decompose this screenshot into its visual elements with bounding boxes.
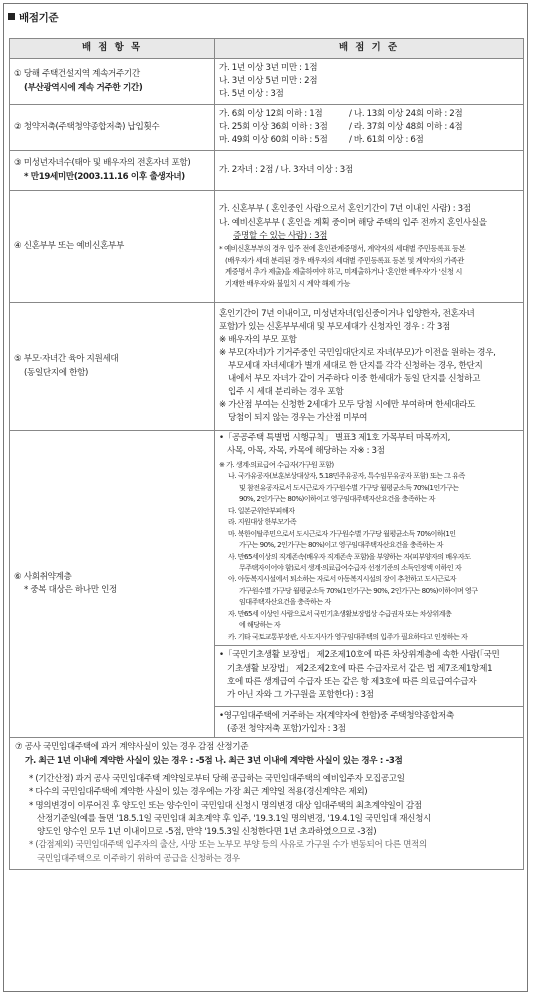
item-cell: ⑤ 부모·자녀간 육아 지원세대 (동일단지에 한함): [10, 303, 215, 431]
criteria-cell: •「공공주택 특별법 시행규칙」 별표3 제1호 가목부터 마목까지, 사목, 아목, 자목, 카목에 해당하는 자※ : 3점 ※ 가. 생계·의료급여 수급자(가구원 포함) 나. 국가유공자(보훈보상대상자, 5.18민주유공자, 특수임무유공자 포함) 또는 그 유족 및 참전유공자로서 도시근로자 가구원수별 가구당 월평균소득 70%(1인가구는 90%, 2인가구는 80%)이하이고 영구임대주택자산요건을 충족하는 자 다. 일본군위안부피해자 라. 지원대상 한부모가족 마. 북한이탈주민으로서 도시근로자 가구원수별 가구당 월평균소득 70%이하(1인 가구는 90%, 2인가구는 80%)이고 영구임대주택자산요건을 충족하는 자 사. 만65세이상의 직계존속(배우자 직계존속 포함)을 부양하는 자(피부양자의 배우자도 무주택자이어야 함)로서 생계·의료급여수급자 선정기준의 소득인정액 이하인 자 아. 아동복지시설에서 퇴소하는 자로서 아동복지시설의 장이 추천하고 도시근로자 가구원수별 가구당 월평균소득 70%(1인가구는 90%, 2인가구는 80%)이하이며 영구 임대주택자산요건을 충족하는 자 자. 만65세 이상인 사람으로서 국민기초생활보장법상 수급권자 또는 차상위계층 에 해당하는 자 카. 기타 국토교통부장관, 시·도지사가 영구임대주택의 입주가 필요하다고 인정하는 자 •「국민기초생활 보장법」 제2조제10호에 따른 차상위계층에 속한 사람(「국민 기초생활 보장법」 제2조제2호에 따른 수급자로서 같은 법 제7조제1항제1 호에 따른 생계급여 수급자 또는 같은 항 제3호에 따른 의료급여수급자 가 아닌 자와 그 가구원을 포함한다) : 3점 •영구임대주택에 거주하는 자(계약자에 한함)중 주택청약종합저축 (종전 청약저축 포함)가입자 : 3점: [215, 431, 524, 738]
criteria-cell: 가. 신혼부부 ( 혼인중인 사람으로서 혼인기간이 7년 이내인 사람) : 3점 나. 예비신혼부부 ( 혼인을 계획 중이며 해당 주택의 입주 전까지 혼인사실을 증명할 수 있는 사람) : 3점 * 예비신혼부부의 경우 입주 전에 혼인관계증명서, 계약자의 세대별 주민등록표 등본 (배우자가 세대 분리된 경우 배우자의 세대별 주민등록표 등본 및 계약자의 가족관 계증명서 추가 제출)을 제출하여야 하고, 미제출하거나 '혼인한 배우자'가 '신청 시 기재한 배우자'와 불일치 시 계약 해제 가능: [215, 191, 524, 303]
section-title: [8, 10, 58, 25]
header-criteria: 배 점 기 준: [215, 39, 524, 59]
table-row: [10, 431, 524, 738]
item-cell: ⑥ 사회취약계층 * 중복 대상은 하나만 인정: [10, 431, 215, 738]
divider: [215, 645, 523, 646]
table-header-row: [10, 39, 524, 59]
table-row: [10, 105, 524, 151]
header-item: 배 점 항 목: [10, 39, 215, 59]
section-title-text: 배점기준: [19, 12, 59, 24]
table-row: [10, 191, 524, 303]
square-bullet-icon: [8, 13, 15, 20]
criteria-cell: 혼인기간이 7년 이내이고, 미성년자녀(임신중이거나 입양한자, 전혼자녀 포함)가 있는 신혼부부세대 및 부모세대가 신청자인 경우 : 각 3점 ※ 배우자의 부모 포함 ※ 부모(자녀)가 기거주중인 국민임대단지로 자녀(부모)가 이전을 원하는 경우, 부모세대 자녀세대가 별개 세대로 한 단지를 각각 신청하는 경우, 한단지 내에서 부모 자녀가 같이 거주하다 이중 한세대가 동일 단지를 신청하고 입주 시 세대 분리하는 경우 포함 ※ 가산점 부여는 신청한 2세대가 모두 당첨 시에만 부여하며 한세대라도 당첨이 되지 않는 경우는 가산점 미부여: [215, 303, 524, 431]
scoring-table: [9, 38, 524, 870]
criteria-cell: 가. 1년 이상 3년 미만 : 1점 나. 3년 이상 5년 미만 : 2점 다. 5년 이상 : 3점: [215, 59, 524, 105]
item-cell: ① 당해 주택건설지역 계속거주기간 (부산광역시에 계속 거주한 기간): [10, 59, 215, 105]
item-cell: ② 청약저축(주택청약종합저축) 납입횟수: [10, 105, 215, 151]
item-cell: ③ 미성년자녀수(태아 및 배우자의 전혼자녀 포함) * 만19세미만(2003.11.16 이후 출생자녀): [10, 151, 215, 191]
divider: [215, 706, 523, 707]
table-row: [10, 738, 524, 870]
table-row: [10, 151, 524, 191]
deduction-cell: ⑦ 공사 국민임대주택에 과거 계약사실이 있는 경우 감점 산정기준 가. 최근 1년 이내에 계약한 사실이 있는 경우 : -5점 나. 최근 3년 이내에 계약한 사실이 있는 경우 : -3점 * (기간산정) 과거 공사 국민임대주택 계약일로부터 당해 공급하는 국민임대주택의 예비입주자 모집공고일 * 다수의 국민임대주택에 계약한 사실이 있는 경우에는 가장 최근 계약일 적용(경신계약은 제외) * 명의변경이 이루어진 후 양도인 또는 양수인이 국민임대 신청시 명의변경 대상 임대주택의 최초계약일이 감점 산정기준일(예를 들면 '18.5.1일 국민임대 최초계약 후 입주, '19.3.1일 명의변경, '19.4.1일 국민임대 재신청시 양도인 양수인 모두 1년 이내이므로 -5점, 만약 '19.5.3일 신청한다면 1년 초과하였으므로 -3점) * (감점제외) 국민임대주택 입주자의 출산, 사망 또는 노부모 부양 등의 사유로 가구원 수가 변동되어 다른 면적의 국민임대주택으로 이주하기 위하여 공급을 신청하는 경우: [10, 738, 524, 870]
criteria-cell: 가. 6회 이상 12회 이하 : 1점 / 나. 13회 이상 24회 이하 : 2점 다. 25회 이상 36회 이하 : 3점 / 라. 37회 이상 48회 이하 : 4점 마. 49회 이상 60회 이하 : 5점 / 바. 61회 이상 : 6점: [215, 105, 524, 151]
criteria-cell: 가. 2자녀 : 2점 / 나. 3자녀 이상 : 3점: [215, 151, 524, 191]
table-row: [10, 303, 524, 431]
item-cell: ④ 신혼부부 또는 예비신혼부부: [10, 191, 215, 303]
table-row: [10, 59, 524, 105]
